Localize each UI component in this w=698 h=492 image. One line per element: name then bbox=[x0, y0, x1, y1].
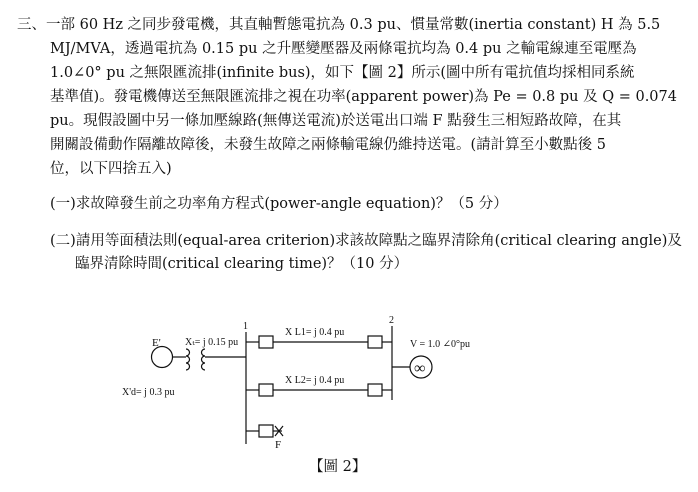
problem-line-3: 1.0∠0° pu 之無限匯流排(infinite bus)，如下【圖 2】所示(圖中所有電抗值均採相同系統 bbox=[50, 65, 635, 81]
transformer-reactance-label: Xₜ= j 0.15 pu bbox=[185, 337, 239, 348]
problem-line-6: 開關設備動作隔離故障後，未發生故障之兩條輸電線仍維持送電。(請計算至小數點後 5 bbox=[50, 137, 606, 153]
infinite-symbol: ∞ bbox=[414, 360, 426, 377]
bus-2-label: 2 bbox=[389, 315, 394, 326]
question-1: (一)求故障發生前之功率角方程式(power-angle equation)？（5 分） bbox=[50, 196, 508, 212]
problem-line-7: 位，以下四捨五入) bbox=[50, 161, 172, 177]
generator-symbol bbox=[152, 347, 173, 368]
fault-line bbox=[246, 425, 283, 437]
fault-label: F bbox=[275, 439, 282, 451]
problem-line-2: MJ/MVA，透過電抗為 0.15 pu 之升壓變壓器及兩條電抗均為 0.4 pu 之輸電線連至電壓為 bbox=[50, 41, 637, 57]
transformer-symbol bbox=[172, 349, 246, 370]
problem-line-4: 基準值)。發電機傳送至無限匯流排之視在功率(apparent power)為 Pe = 0.8 pu 及 Q = 0.074 bbox=[50, 89, 677, 105]
line-2-reactance-label: X L2= j 0.4 pu bbox=[285, 375, 345, 386]
question-2-line-1: (二)請用等面積法則(equal-area criterion)求該故障點之臨界清除角(critical clearing angle)及 bbox=[50, 233, 682, 249]
gen-emf-label: E' bbox=[152, 337, 161, 349]
line-1-reactance-label: X L1= j 0.4 pu bbox=[285, 327, 345, 338]
figure-caption: 【圖 2】 bbox=[309, 459, 367, 475]
question-2-line-2: 臨界清除時間(critical clearing time)？（10 分） bbox=[75, 256, 409, 272]
generator-reactance-label: X'd= j 0.3 pu bbox=[122, 387, 175, 398]
bus-1-label: 1 bbox=[243, 321, 248, 332]
problem-line-5: pu。現假設圖中另一條加壓線路(無傳送電流)於送電出口端 F 點發生三相短路故障，在其 bbox=[50, 113, 622, 129]
infinite-bus-voltage-label: V = 1.0 ∠0°pu bbox=[410, 339, 471, 350]
problem-line-1: 三、一部 60 Hz 之同步發電機，其直軸暫態電抗為 0.3 pu、慣量常數(inertia constant) H 為 5.5 bbox=[17, 17, 661, 33]
